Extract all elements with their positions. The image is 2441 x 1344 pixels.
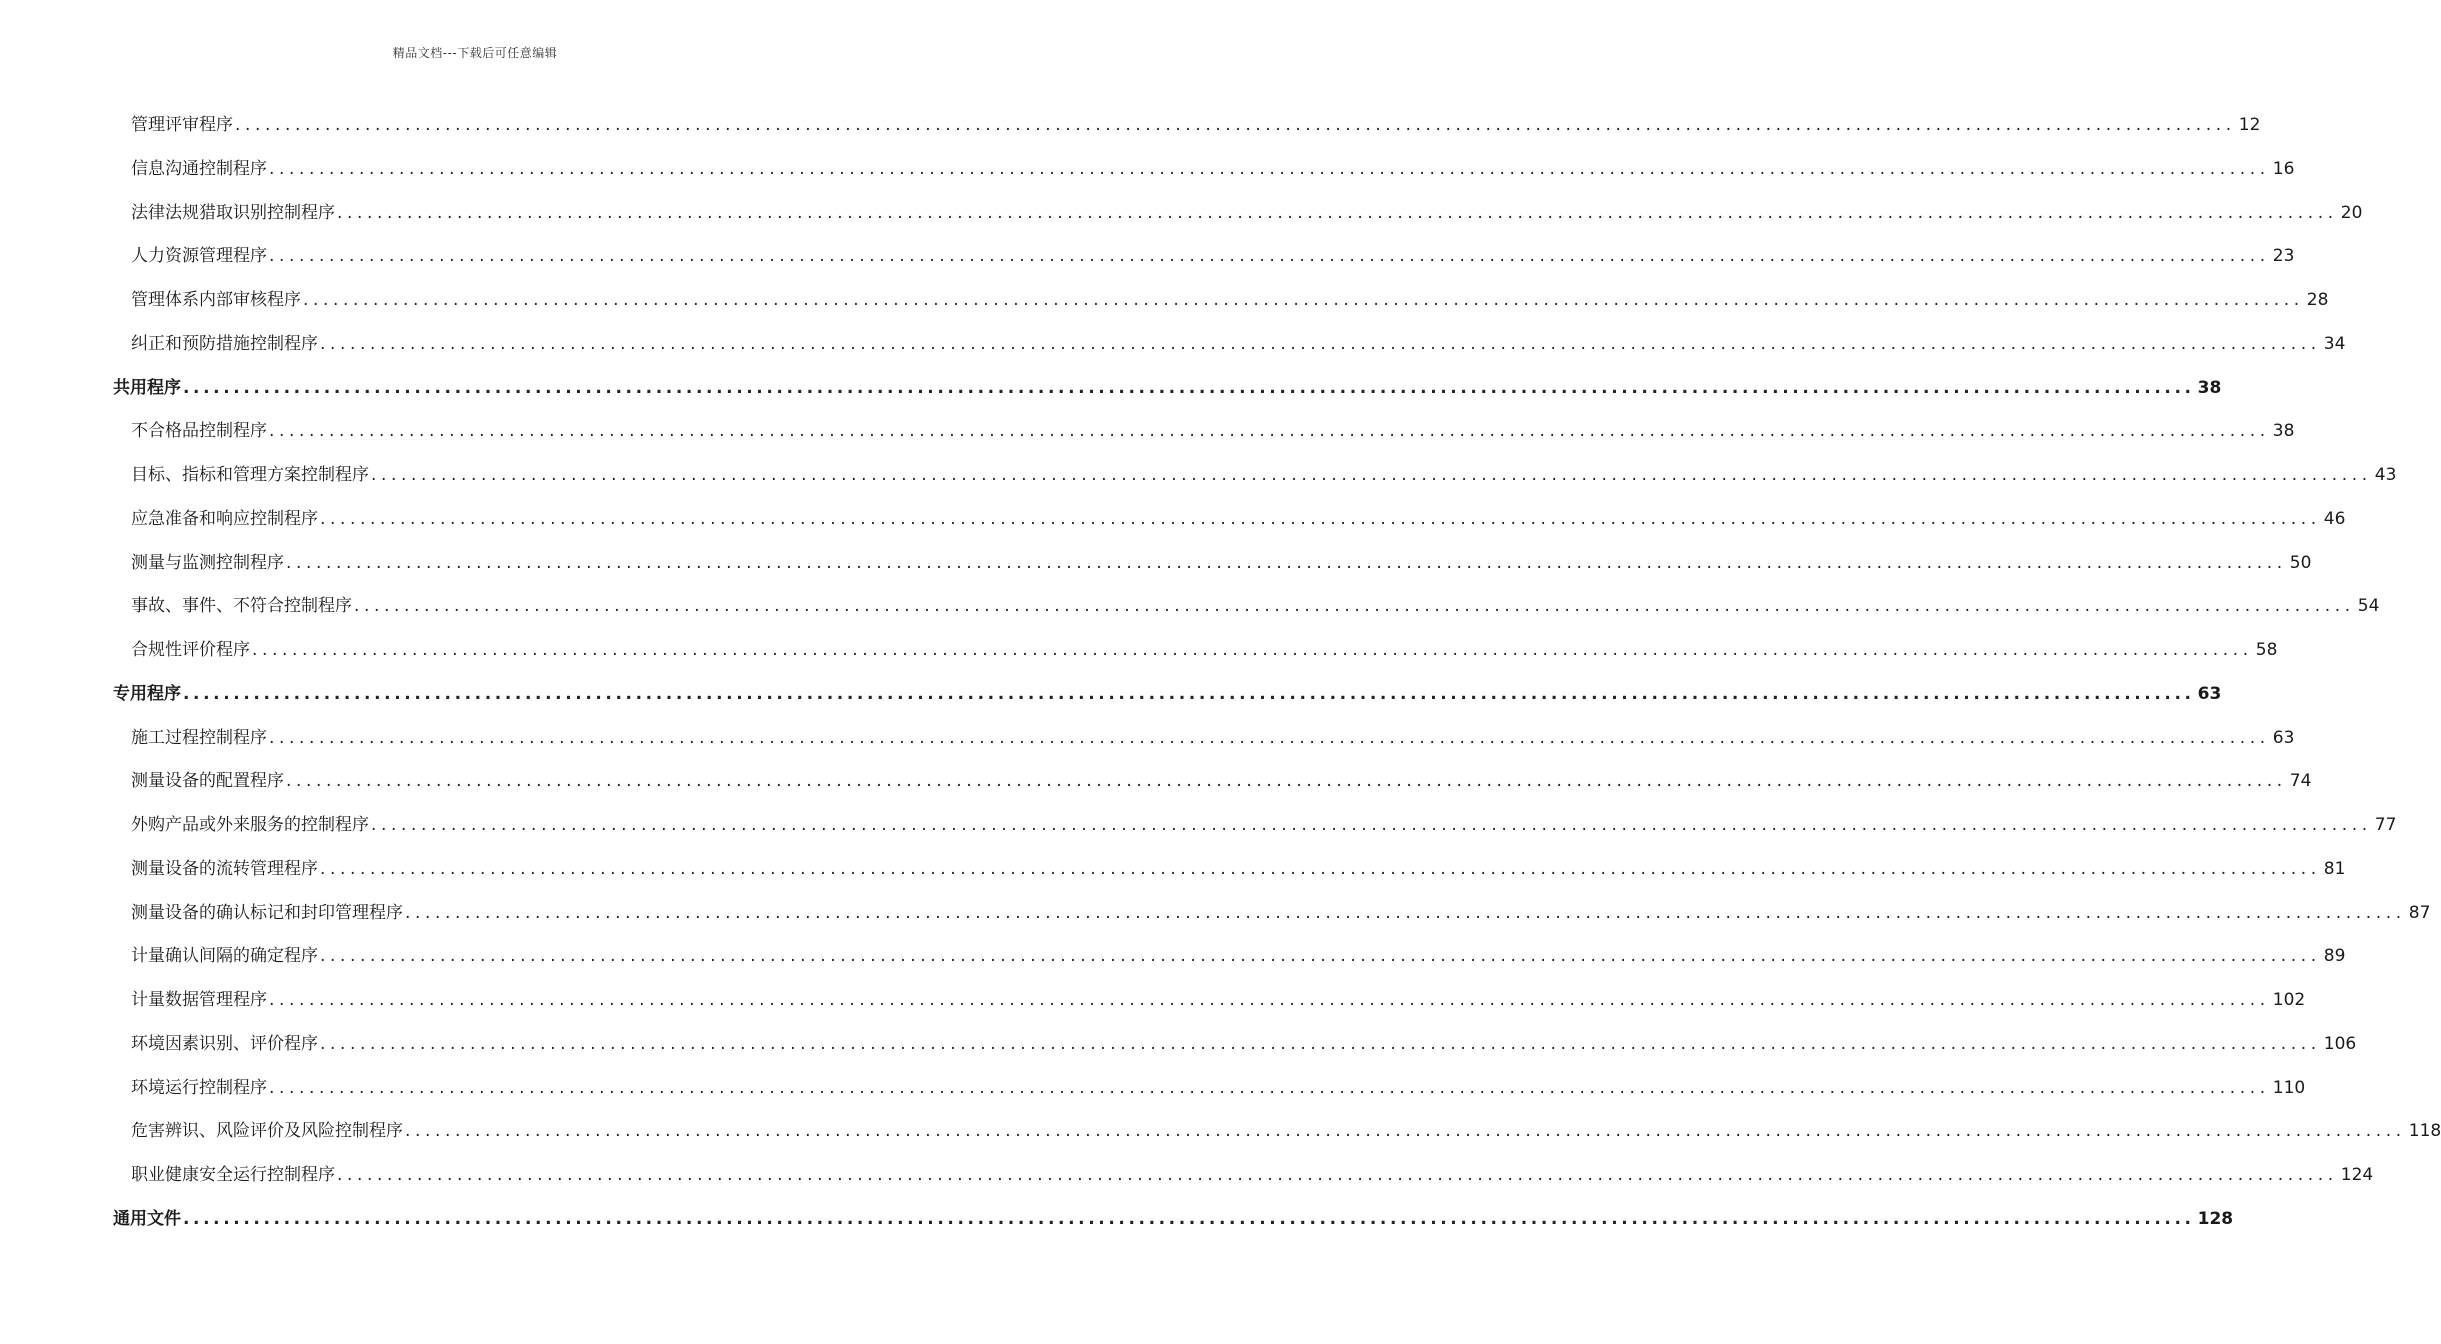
toc-entry-title: 测量设备的配置程序	[131, 771, 284, 791]
toc-entry-title: 通用文件	[113, 1209, 181, 1229]
toc-entry[interactable]	[131, 898, 2431, 928]
dot-leader: ........................................................................................................................................................................................................	[320, 859, 2321, 879]
toc-entry-page: 50	[2289, 553, 2312, 573]
toc-entry[interactable]	[131, 723, 2295, 753]
toc-entry-title: 危害辨识、风险评价及风险控制程序	[131, 1121, 403, 1141]
dot-leader: ........................................................................................................................................................................................................	[183, 1209, 2195, 1229]
toc-entry-title: 法律法规猎取识别控制程序	[131, 203, 335, 223]
toc-entry-page: 89	[2323, 946, 2346, 966]
dot-leader: ........................................................................................................................................................................................................	[337, 1165, 2338, 1185]
dot-leader: ........................................................................................................................................................................................................	[303, 290, 2304, 310]
toc-entry[interactable]	[131, 591, 2380, 621]
dot-leader: ........................................................................................................................................................................................................	[269, 246, 2270, 266]
dot-leader: ........................................................................................................................................................................................................	[286, 771, 2287, 791]
toc-entry-title: 测量设备的流转管理程序	[131, 859, 318, 879]
toc-entry-title: 测量设备的确认标记和封印管理程序	[131, 903, 403, 923]
toc-entry-title: 应急准备和响应控制程序	[131, 509, 318, 529]
toc-entry-page: 77	[2374, 815, 2397, 835]
toc-entry[interactable]	[131, 1116, 2441, 1146]
toc-entry-title: 信息沟通控制程序	[131, 159, 267, 179]
toc-entry-page: 46	[2323, 509, 2346, 529]
toc-entry-page: 38	[2197, 378, 2222, 398]
toc-entry-title: 事故、事件、不符合控制程序	[131, 596, 352, 616]
toc-entry-page: 110	[2272, 1078, 2306, 1098]
toc-entry-page: 43	[2374, 465, 2397, 485]
toc-entry[interactable]	[131, 810, 2397, 840]
toc-entry-title: 环境运行控制程序	[131, 1078, 267, 1098]
toc-entry[interactable]	[131, 635, 2278, 665]
toc-entry-page: 87	[2408, 903, 2431, 923]
toc-entry-page: 74	[2289, 771, 2312, 791]
toc-entry-title: 目标、指标和管理方案控制程序	[131, 465, 369, 485]
page-header: 精品文档---下载后可任意编辑	[392, 46, 558, 60]
toc-entry-page: 28	[2306, 290, 2329, 310]
dot-leader: ........................................................................................................................................................................................................	[320, 1034, 2321, 1054]
dot-leader: ........................................................................................................................................................................................................	[183, 378, 2195, 398]
dot-leader: ........................................................................................................................................................................................................	[337, 203, 2338, 223]
toc-entry[interactable]	[131, 1073, 2306, 1103]
toc-entry[interactable]	[131, 460, 2397, 490]
dot-leader: ........................................................................................................................................................................................................	[286, 553, 2287, 573]
toc-entry[interactable]	[131, 1029, 2357, 1059]
dot-leader: ........................................................................................................................................................................................................	[269, 990, 2270, 1010]
toc-section-heading[interactable]	[113, 1204, 2234, 1234]
toc-entry-title: 计量数据管理程序	[131, 990, 267, 1010]
toc-entry-title: 人力资源管理程序	[131, 246, 267, 266]
toc-entry-title: 共用程序	[113, 378, 181, 398]
toc-entry-page: 20	[2340, 203, 2363, 223]
dot-leader: ........................................................................................................................................................................................................	[320, 334, 2321, 354]
toc-entry[interactable]	[131, 1160, 2374, 1190]
toc-entry-page: 54	[2357, 596, 2380, 616]
toc-section-heading[interactable]	[113, 679, 2222, 709]
toc-entry[interactable]	[131, 941, 2346, 971]
toc-entry-page: 106	[2323, 1034, 2357, 1054]
toc-entry[interactable]	[131, 416, 2295, 446]
dot-leader: ........................................................................................................................................................................................................	[269, 728, 2270, 748]
toc-entry-title: 管理评审程序	[131, 115, 233, 135]
toc-entry[interactable]	[131, 154, 2295, 184]
dot-leader: ........................................................................................................................................................................................................	[183, 684, 2195, 704]
toc-entry-page: 124	[2340, 1165, 2374, 1185]
toc-entry-title: 职业健康安全运行控制程序	[131, 1165, 335, 1185]
dot-leader: ........................................................................................................................................................................................................	[371, 465, 2372, 485]
toc-entry[interactable]	[131, 285, 2329, 315]
toc-entry-page: 16	[2272, 159, 2295, 179]
toc-entry-title: 合规性评价程序	[131, 640, 250, 660]
toc-entry-page: 38	[2272, 421, 2295, 441]
toc-entry-page: 81	[2323, 859, 2346, 879]
toc-entry-title: 施工过程控制程序	[131, 728, 267, 748]
dot-leader: ........................................................................................................................................................................................................	[252, 640, 2253, 660]
toc-entry-page: 118	[2408, 1121, 2441, 1141]
toc-entry-page: 23	[2272, 246, 2295, 266]
toc-entry-title: 管理体系内部审核程序	[131, 290, 301, 310]
toc-section-heading[interactable]	[113, 373, 2222, 403]
toc-entry-page: 34	[2323, 334, 2346, 354]
toc-entry[interactable]	[131, 985, 2306, 1015]
dot-leader: ........................................................................................................................................................................................................	[269, 1078, 2270, 1098]
toc-entry-page: 102	[2272, 990, 2306, 1010]
toc-entry-title: 纠正和预防措施控制程序	[131, 334, 318, 354]
dot-leader: ........................................................................................................................................................................................................	[320, 946, 2321, 966]
toc-entry-title: 计量确认间隔的确定程序	[131, 946, 318, 966]
toc-entry-title: 外购产品或外来服务的控制程序	[131, 815, 369, 835]
toc-entry-title: 测量与监测控制程序	[131, 553, 284, 573]
toc-entry[interactable]	[131, 241, 2295, 271]
toc-entry[interactable]	[131, 198, 2363, 228]
toc-entry-title: 不合格品控制程序	[131, 421, 267, 441]
toc-entry-page: 12	[2238, 115, 2261, 135]
toc-entry-page: 128	[2197, 1209, 2234, 1229]
toc-entry-title: 环境因素识别、评价程序	[131, 1034, 318, 1054]
dot-leader: ........................................................................................................................................................................................................	[235, 115, 2236, 135]
toc-entry[interactable]	[131, 548, 2312, 578]
toc-entry-page: 58	[2255, 640, 2278, 660]
dot-leader: ........................................................................................................................................................................................................	[269, 421, 2270, 441]
toc-entry[interactable]	[131, 329, 2346, 359]
dot-leader: ........................................................................................................................................................................................................	[371, 815, 2372, 835]
toc-entry[interactable]	[131, 854, 2346, 884]
dot-leader: ........................................................................................................................................................................................................	[405, 903, 2406, 923]
toc-entry[interactable]	[131, 504, 2346, 534]
toc-entry[interactable]	[131, 766, 2312, 796]
toc-entry-page: 63	[2197, 684, 2222, 704]
dot-leader: ........................................................................................................................................................................................................	[354, 596, 2355, 616]
dot-leader: ........................................................................................................................................................................................................	[320, 509, 2321, 529]
toc-entry-title: 专用程序	[113, 684, 181, 704]
toc-entry-page: 63	[2272, 728, 2295, 748]
dot-leader: ........................................................................................................................................................................................................	[405, 1121, 2406, 1141]
toc-entry[interactable]	[131, 110, 2261, 140]
dot-leader: ........................................................................................................................................................................................................	[269, 159, 2270, 179]
